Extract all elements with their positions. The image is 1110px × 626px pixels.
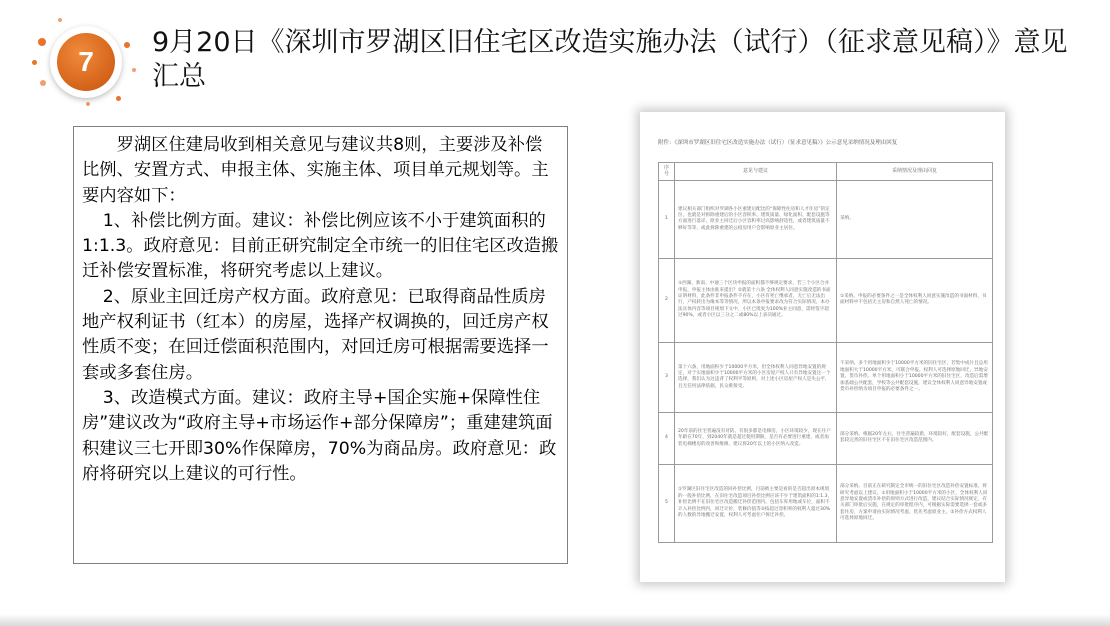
- row-suggestion: 20年前的住宅普遍没有对防、有很多都是电梯房，小区环境较少，现在住户年龄在70年，到2040年就是超过使用期限，是否有必要进行重建，或者加装电梯楼房的改善和维修，建议将20年以上的小区纳入改造。: [675, 412, 837, 464]
- row-number: 3: [659, 342, 675, 412]
- table-header-row: [659, 163, 993, 181]
- decor-dot: [40, 80, 46, 86]
- table-row: [659, 412, 993, 464]
- row-number: 5: [659, 464, 675, 542]
- summary-item-property-rights: 2、原业主回迁房产权方面。政府意见：已取得商品性质房地产权利证书（红本）的房屋，选择产权调换的，回迁房产权性质不变；在回迁偿面积范围内，对回迁房可根据需要选择一套或多套住房。: [82, 286, 549, 383]
- summary-text-box: [73, 126, 568, 564]
- row-response: 部分采纳。根据20年左右，住宅普遍较新，环境较好，配套设施，公共配套较完善的旧住宅区不在旧住宅区改造范围内。: [837, 412, 993, 464]
- summary-item-renovation-model: 3、改造模式方面。建议：政府主导+国企实施+保障性住房”建议改为“政府主导+市场运作+部分保障房”；重建建筑面积建议三七开即30%作保障房，70%为商品房。政府意见：政府将研究以上建议的可行性。: [82, 387, 557, 484]
- badge-number: 7: [57, 33, 115, 91]
- header-number: 序号: [659, 163, 675, 181]
- table-row: [659, 258, 993, 342]
- table-row: [659, 180, 993, 258]
- decor-dot: [124, 42, 130, 48]
- decor-dot: [38, 38, 46, 46]
- decor-dot: [58, 18, 62, 22]
- row-response: 部分采纳。目前正在研究制定全市统一的旧住宅区改造补偿安置标准，将研究考虑以上建议。①用地面积小于10000平方米的小区，全体权利人同意异地安置或货币补偿的原则方式进行改造，建议结合实际情况规定，有关部门审批后实施，在规定的审批程序内，可根据实际需要选择一套或多套住房，方案申请由实际情况考虑，优先考虑原业主。②补偿方式权利人可选择原地回迁。: [837, 464, 993, 542]
- row-suggestion: ①西湖、新南、中通三个区块申报的面积都不够规定要求，若三个小区合并申报，申报主体由谁来提出？②就第十六条 全体权利人同意实施改造的书面证明材料，此条件非申报条件不存在，小区有死亡继承者，无亡后无法出行，产权转出为缘本等等情况，所以本条申报要求改为符合实际情况，本办法具体内容等项目规划下文中，小区已批复为100%业主同意，需经签字超过90%，或者小区以三分之二或80%以上表决通过。: [675, 258, 837, 342]
- section-badge: [28, 18, 138, 108]
- decor-dot: [86, 102, 90, 106]
- table-row: [659, 464, 993, 542]
- decor-dot: [116, 96, 121, 101]
- summary-item-compensation: 1、补偿比例方面。建议：补偿比例应该不小于建筑面积的1:1.3。政府意见：目前正研究制定全市统一的旧住宅区改造搬迁补偿安置标准，将研究考虑以上建议。: [82, 210, 559, 282]
- header-response: 采纳情况及理由回复: [837, 163, 993, 181]
- row-suggestion: 第十六条，用地面积少于10000平方米，但全体权利人同意异地安置的规定，对于实地面积少于10000平方米的小区房屋产权人只有异地安置这一个选择，我们认为这违背了权利平等原则，对上述小区房屋产权人是失公平，且无任何法律依据，民众难接受。: [675, 342, 837, 412]
- row-suggestion: ①罗湖区旧住宅区改造的回补偿比例，目前被主要是看的是否超出原本规划的一般补偿比例，在旧住宅改造项目补偿比例应该不少于建筑面积的1:1.3，补偿比例不在旧住宅区改造搬迁补偿范围内，包括车库用地或车位，面积不计入补偿比例内，回迁计价，装修价值等②按超过容积率的权利人超过30%的人数的异地搬迁安置，权利人可考虑住户拆迁补偿。: [675, 464, 837, 542]
- row-response: ①采纳。申报的必要条件之一是全体权利人同意实施改造的书面材料，书面材料中不包括无主房和自然人死亡的情况。: [837, 258, 993, 342]
- header-suggestion: 意见与建议: [675, 163, 837, 181]
- document-thumbnail: [640, 112, 1005, 582]
- summary-intro: 罗湖区住建局收到相关意见与建议共8则，主要涉及补偿比例、安置方式、申报主体、实施主体、项目单元规划等。主要内容如下：: [82, 135, 549, 206]
- opinion-table: [658, 162, 993, 543]
- row-number: 2: [659, 258, 675, 342]
- row-suggestion: 建议相关部门组织对罗湖各小区重建后配比的“保障性住房和人才住房”的定位，也就是对拆除重建后的小区容积率、建筑质量、绿化面积、配套设施等方面进行落详，原业主回迁后小区容积率过高影响舒适性，或者建筑质量不够好等等，或此拆除重建的公租房用户会影响原业主居住。: [675, 180, 837, 258]
- row-response: 不采纳。多个用地面积少于10000平方米的旧住宅区，若集中成片且总用地面积大于10000平方米，可联合申报。权利人可选择原地回迁、异地安置、货币补偿。单个用地面积小于10000平方米的旧住宅区，改造后需增加基础公共配套，学校等公共配套设施，建议全体权利人同意异地安置或货币补偿纳为项目申报的必要条件之一。: [837, 342, 993, 412]
- row-response: 采纳。: [837, 180, 993, 258]
- row-number: 4: [659, 412, 675, 464]
- page-title: 9月20日《深圳市罗湖区旧住宅区改造实施办法（试行）（征求意见稿）》意见汇总: [152, 27, 1068, 92]
- bottom-gradient-band: [0, 614, 1110, 626]
- row-number: 1: [659, 180, 675, 258]
- decor-dot: [132, 68, 136, 72]
- table-row: [659, 342, 993, 412]
- document-caption: 附件：《深圳市罗湖区旧住宅区改造实施办法（试行）（征求意见稿）》公示意见采纳情况及理由回复: [658, 140, 898, 146]
- decor-dot: [32, 60, 37, 65]
